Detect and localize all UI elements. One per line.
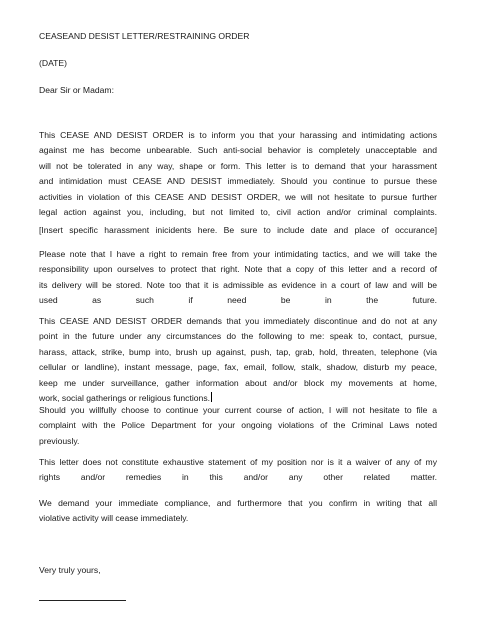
paragraph-line: its delivery will be stored. Note too that it is admissible as evidence in a court of law and will be <box>39 279 437 290</box>
paragraph-line: against me has become unbearable. Such anti-social behavior is completely unacceptable and <box>39 145 437 156</box>
paragraph-demands <box>39 314 437 406</box>
letter-date: (DATE) <box>39 58 68 68</box>
paragraph-line: We demand your immediate compliance, and furthermore that you confirm in writing that all <box>39 498 437 508</box>
paragraph-line: cellular or landline), instant message, page, fax, email, follow, stalk, shadow, disturb my peace, <box>39 362 437 373</box>
paragraph-line: rights and/or remedies in this and/or any other related matter. <box>39 472 437 483</box>
closing: Very truly yours, <box>39 565 101 575</box>
paragraph-waiver <box>39 455 437 486</box>
paragraph-intro <box>39 128 437 220</box>
signature-line <box>39 600 126 601</box>
paragraph-line: point in the future under any circumstances do the following to me: speak to, contact, pursue, <box>39 331 437 342</box>
paragraph-line: activities in violation of this CEASE AND DESIST ORDER, we will not hesitate to pursue further <box>39 191 437 202</box>
paragraph-line: [Insert specific harassment inicidents here. Be sure to include date and place of occurance] <box>39 225 437 235</box>
letter-title: CEASEAND DESIST LETTER/RESTRAINING ORDER <box>39 31 250 41</box>
paragraph-complaint <box>39 403 437 449</box>
paragraph-line: legal action against you, including, but not limited to, civil action and/or criminal complaints. <box>39 207 437 218</box>
paragraph-line: previously. <box>39 435 80 446</box>
paragraph-line: responsibility upon ourselves to protect that right. Note that a copy of this letter and a record of <box>39 264 437 275</box>
paragraph-line: used as such if need be in the future. <box>39 295 437 306</box>
paragraph-line: keep me under surveillance, gather information about and/or block my movements at home, <box>39 377 437 388</box>
paragraph-line: Should you willfully choose to continue your current course of action, I will not hesitate to file a <box>39 405 437 415</box>
paragraph-line: work, social gatherings or religious functions. <box>39 393 211 404</box>
paragraph-line: This CEASE AND DESIST ORDER demands that you immediately discontinue and do not at any <box>39 316 437 326</box>
salutation: Dear Sir or Madam: <box>39 85 114 95</box>
paragraph-line: and intimidation must CEASE AND DESIST immediately. Should you continue to pursue these <box>39 176 437 187</box>
paragraph-rights <box>39 247 437 309</box>
paragraph-compliance <box>39 496 437 527</box>
paragraph-line: This letter does not constitute exhaustive statement of my position nor is it a waiver of any of my <box>39 457 437 467</box>
paragraph-line: This CEASE AND DESIST ORDER is to inform you that your harassing and intimidating actions <box>39 130 437 140</box>
paragraph-line: violative activity will cease immediately. <box>39 513 189 524</box>
paragraph-line: complaint with the Police Department for your ongoing violations of the Criminal Laws noted <box>39 420 437 431</box>
paragraph-incidents <box>39 223 437 238</box>
text-cursor <box>211 392 212 402</box>
paragraph-line: Please note that I have a right to remain free from your intimidating tactics, and we will take the <box>39 249 437 259</box>
paragraph-line: will not be tolerated in any way, shape or form. This letter is to demand that your harassment <box>39 160 437 171</box>
paragraph-line: harass, attack, strike, bump into, brush up against, push, tap, grab, hold, threaten, telephone (via <box>39 346 437 357</box>
